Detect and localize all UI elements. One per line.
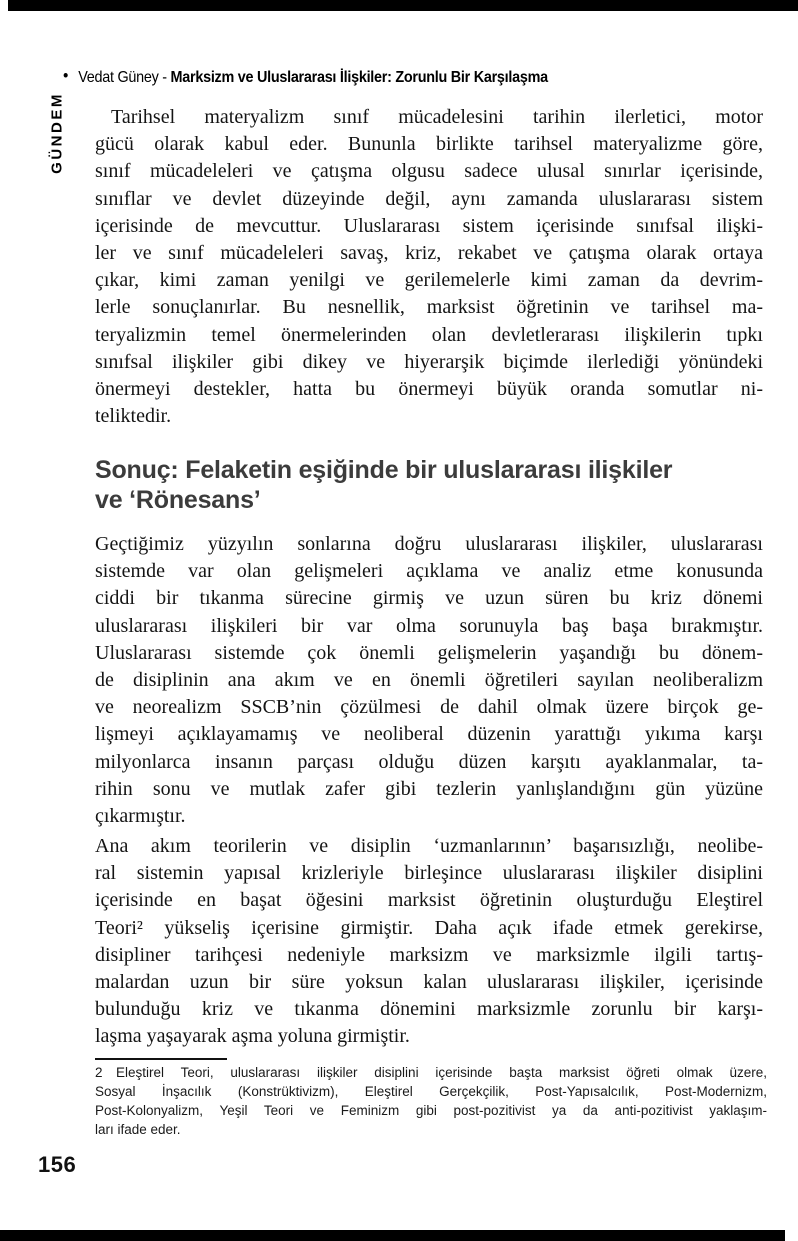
text-line: Tarihsel materyalizm sınıf mücadelesini tarihin ilerletici, motor [111, 106, 763, 128]
text-line: ciddi bir tıkanma sürecine girmiş ve uzun süren bu kriz dönemi [95, 587, 763, 610]
text-line: Sonuç: Felaketin eşiğinde bir uluslararası ilişkiler [95, 456, 673, 484]
text-line: ler ve sınıf mücadeleleri savaş, kriz, rekabet ve çatışma olarak ortaya [95, 242, 763, 265]
text-line: gücü olarak kabul eder. Bununla birlikte tarihsel materyalizme göre, [95, 133, 763, 156]
text-line: sistemde var olan gelişmeleri açıklama ve analiz etme konusunda [95, 560, 763, 583]
text-line: lişmeyi açıklayamamış ve neoliberal düzenin yarattığı yıkıma karşı [95, 723, 763, 746]
text-line: ları ifade eder. [95, 1122, 181, 1137]
paragraph [95, 833, 763, 1051]
text-line: rihin sonu ve mutlak zafer gibi tezlerin yanlışlandığını gün yüzüne [95, 777, 763, 800]
text-line: bulunduğu kriz ve tıkanma dönemini marksizmle zorunlu bir karşı- [95, 998, 763, 1021]
text-line: içerisinde en başat öğesini marksist öğretinin oluşturduğu Eleştirel [95, 889, 763, 912]
text-line: de disiplinin ana akım ve en önemli öğretileri sayılan neoliberalizm [95, 669, 763, 692]
bullet-icon: • [63, 66, 69, 85]
section-label-vertical [44, 90, 70, 176]
footnote-separator [95, 1058, 227, 1060]
footnote [95, 1063, 767, 1139]
paragraph [95, 104, 763, 430]
bottom-edge-bar [0, 1230, 785, 1241]
text-line: teliktedir. [95, 405, 172, 428]
article-title: Marksizm ve Uluslararası İlişkiler: Zorunlu Bir Karşılaşma [170, 69, 548, 86]
text-line: önermeyi destekler, hatta bu önermeyi büyük oranda somutlar ni- [95, 378, 763, 401]
running-header [63, 66, 711, 87]
text-line: Ana akım teorilerin ve disiplin ‘uzmanlarının’ başarısızlığı, neolibe- [95, 835, 763, 857]
text-line: laşma yaşayarak aşma yoluna girmiştir. [95, 1025, 410, 1048]
text-line: Teori² yükseliş içerisine girmiştir. Daha açık ifade etmek gerekirse, [95, 916, 763, 939]
text-line: sınıf mücadeleleri ve çatışma olgusu sadece ulusal sınırlar içerisinde, [95, 160, 763, 183]
paragraph [95, 531, 763, 830]
top-edge-bar [8, 0, 798, 11]
text-line: disipliner tarihçesi nedeniyle marksizm ve marksizmle ilgili tartış- [95, 943, 763, 966]
text-line: milyonlarca insanın parçası olduğu düzen karşıtı ayaklanmalar, ta- [95, 750, 763, 773]
text-line: sınıfsal ilişkiler gibi dikey ve hiyerarşik biçimde ilerlediği yönündeki [95, 350, 763, 373]
text-line: içerisinde de mevcuttur. Uluslararası sistem içerisinde sınıfsal ilişki- [95, 214, 763, 237]
text-line: malardan uzun bir süre yoksun kalan uluslararası ilişkiler, içerisinde [95, 971, 763, 994]
author-name: Vedat Güney - [78, 69, 171, 86]
text-line: sınıflar ve devlet düzeyinde değil, aynı zamanda uluslararası sistem [95, 187, 763, 210]
text-line: çıkarmıştır. [95, 805, 186, 828]
text-line: Sosyal İnşacılık (Konstrüktivizm), Eleştirel Gerçekçilik, Post-Yapısalcılık, Post-Modernizm, [95, 1084, 767, 1099]
text-line: Post-Kolonyalizm, Yeşil Teori ve Feminizm gibi post-pozitivist ya da anti-pozitivist yaklaşım- [95, 1103, 767, 1118]
text-line: ve neorealizm SSCB’nin çözülmesi de dahil olmak üzere birçok ge- [95, 696, 763, 719]
text-line: teryalizmin temel önermelerinden olan devletlerarası ilişkilerin tıpkı [95, 323, 763, 346]
section-heading [95, 455, 763, 515]
section-label-text: GÜNDEM [48, 92, 66, 174]
page-number: 156 [38, 1152, 77, 1177]
text-line: Uluslararası sistemde çok önemli gelişmelerin yaşandığı bu dönem- [95, 641, 763, 664]
text-line: 2 Eleştirel Teori, uluslararası ilişkiler disiplini içerisinde başta marksist öğreti olmak üzere, [95, 1065, 767, 1080]
text-line: uluslararası ilişkileri bir var olma sorunuyla baş başa bırakmıştır. [95, 614, 763, 637]
text-line: çıkar, kimi zaman yenilgi ve gerilemelerle kimi zaman da devrim- [95, 269, 763, 292]
text-line: ve ‘Rönesans’ [95, 486, 261, 514]
text-line: ral sistemin yapısal krizleriyle birleşince uluslararası ilişkiler disiplini [95, 862, 763, 885]
text-line: Geçtiğimiz yüzyılın sonlarına doğru uluslararası ilişkiler, uluslararası [95, 533, 763, 555]
text-line: lerle sonuçlanırlar. Bu nesnellik, marksist öğretinin ve tarihsel ma- [95, 296, 763, 319]
